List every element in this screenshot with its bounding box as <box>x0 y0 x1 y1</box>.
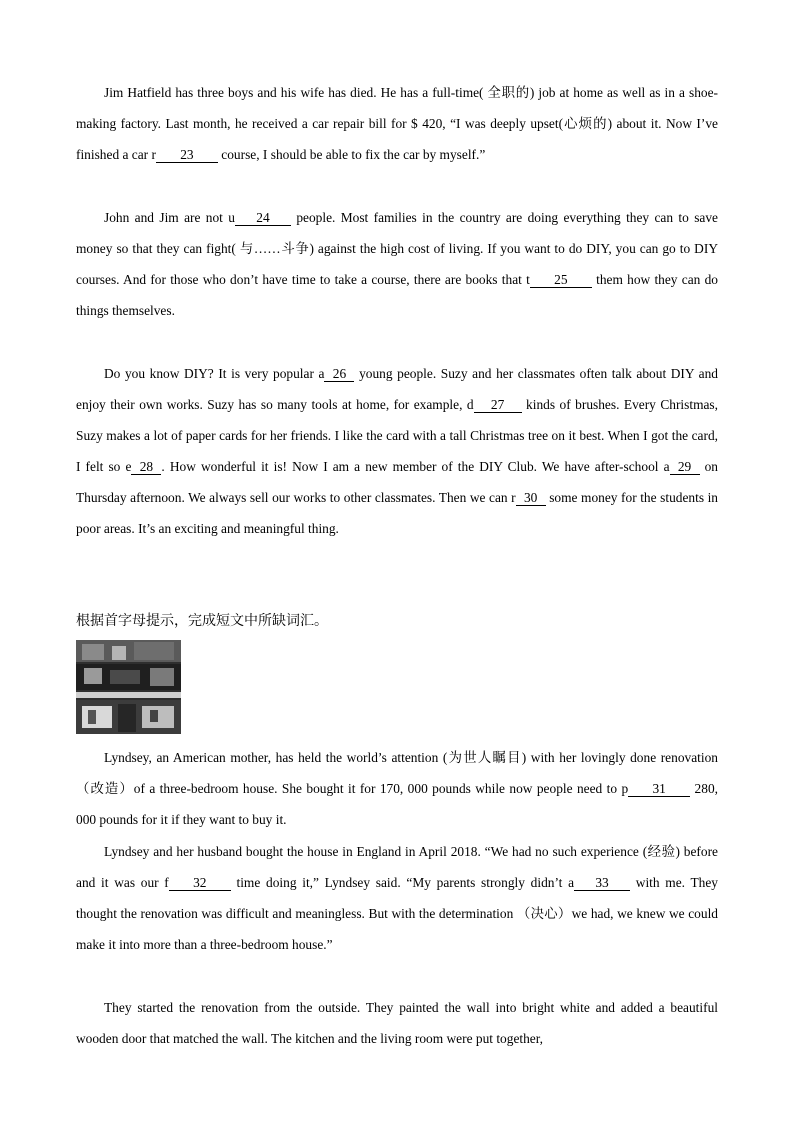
blank-26[interactable]: 26 <box>324 366 354 382</box>
blank-29[interactable]: 29 <box>670 459 700 475</box>
paragraph-renovation-start: They started the renovation from the outside. They painted the wall into bright white and added a beautiful wooden door that matched the wall. The kitchen and the living room were put together, <box>76 1000 718 1046</box>
paragraph-jim-hatfield: Jim Hatfield has three boys and his wife has died. He has a full-time( 全职的) job at home as well as in a shoe-making factory. Last month, he received a car repair bill for $ 420, “I was deeply upset(心烦的) about it. Now I’ve finished a car r 23 course, I should be able to fix the car by myself.” <box>76 85 718 162</box>
paragraph-suzy-diy: Do you know DIY? It is very popular a 26 young people. Suzy and her classmates often talk about DIY and enjoy their own works. Suzy has so many tools at home, for example, d 27 kinds of brushes. Every Christmas, Suzy makes a lot of paper cards for her friends. I like the card with a tall Christmas tree on it best. When I got the card, I felt so e 28 . How wonderful it is! Now I am a new member of the DIY Club. We have after-school a 29 on Thursday afternoon. We always sell our works to other classmates. Then we can r 30 some money for the students in poor areas. It’s an exciting and meaningful thing. <box>76 366 719 536</box>
blank-33[interactable]: 33 <box>574 875 630 891</box>
blank-31[interactable]: 31 <box>628 781 690 797</box>
paragraph-diy-courses: John and Jim are not u 24 people. Most families in the country are doing everything they can to save money so that they can fight( 与……斗争) against the high cost of living. If you want to do DIY, you can go to DIY courses. And for those who don’t have time to take a course, there are books that t 25 them how they can do things themselves. <box>76 210 718 318</box>
house-photo-graphic <box>76 640 181 734</box>
blank-32[interactable]: 32 <box>169 875 231 891</box>
paragraph-lyndsey-intro: Lyndsey, an American mother, has held the world’s attention (为世人瞩目) with her lovingly done renovation （改造）of a three-bedroom house. She bought it for 170, 000 pounds while now people need to p 31 280, 000 pounds for it if they want to buy it. <box>76 750 718 827</box>
blank-30[interactable]: 30 <box>516 490 546 506</box>
blank-23[interactable]: 23 <box>156 147 218 163</box>
blank-27[interactable]: 27 <box>474 397 522 413</box>
paragraph-lyndsey-experience: Lyndsey and her husband bought the house in England in April 2018. “We had no such experience (经验) before and it was our f 32 time doing it,” Lyndsey said. “My parents strongly didn’t a 33 with me. They thought the renovation was difficult and meaningless. But with the determination （决心）we had, we knew we could make it into more than a three-bedroom house.” <box>76 844 718 952</box>
blank-24[interactable]: 24 <box>235 210 291 226</box>
blank-28[interactable]: 28 <box>131 459 161 475</box>
section-instruction-heading: 根据首字母提示，完成短文中所缺词汇。 <box>76 613 328 629</box>
blank-25[interactable]: 25 <box>530 272 592 288</box>
house-photo <box>76 640 181 734</box>
